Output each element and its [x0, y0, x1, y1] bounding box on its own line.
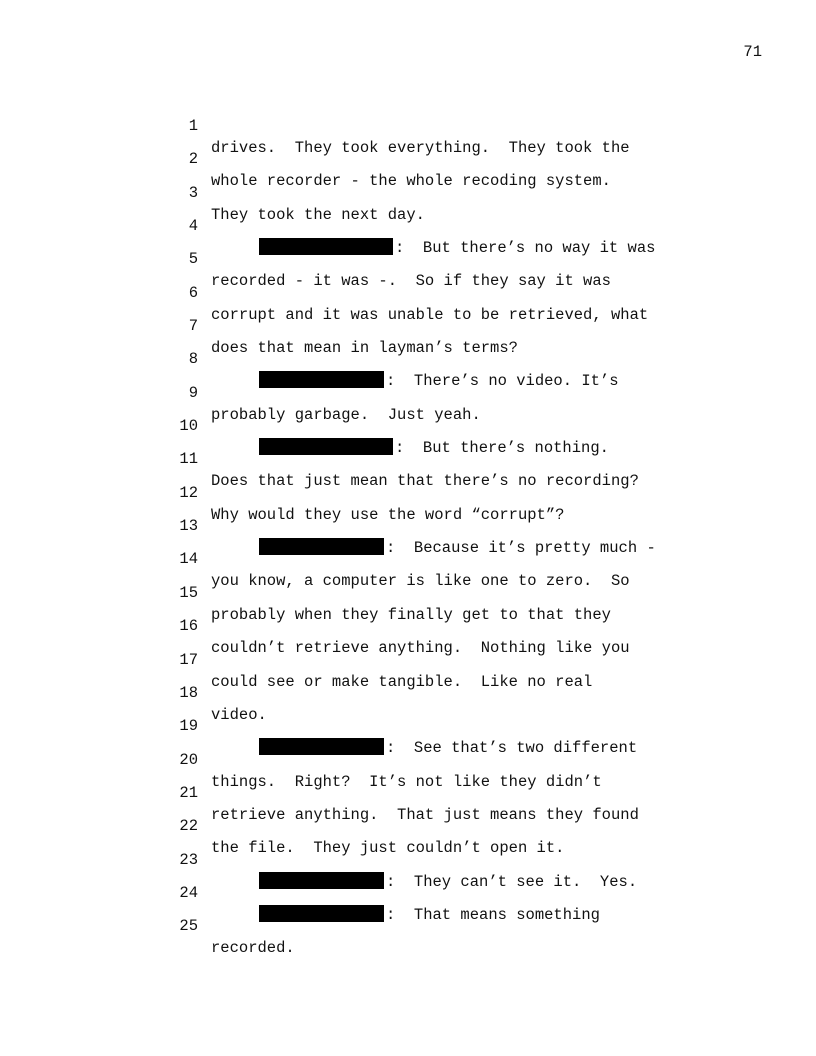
- transcript-line: [0, 660, 816, 724]
- page-number: 71: [743, 43, 762, 61]
- line-text: could see or make tangible. Like no real: [211, 672, 593, 691]
- line-number: 14: [179, 550, 198, 569]
- line-number: 15: [179, 583, 198, 602]
- line-text: : But there’s nothing.: [395, 439, 609, 458]
- transcript-line: [0, 560, 816, 624]
- line-number: 19: [179, 717, 198, 736]
- line-number: 23: [179, 850, 198, 869]
- line-number: 24: [179, 883, 198, 902]
- line-text: things. Right? It’s not like they didn’t: [211, 772, 602, 791]
- line-text: the file. They just couldn’t open it.: [211, 839, 565, 858]
- line-number: 8: [188, 350, 198, 369]
- transcript-line: [0, 893, 816, 958]
- transcript-line: [0, 360, 816, 424]
- line-number: 18: [179, 683, 198, 702]
- transcript-line: [0, 593, 816, 658]
- transcript-line: [0, 526, 816, 591]
- line-number: 7: [188, 317, 198, 336]
- line-number: 3: [188, 183, 198, 202]
- speaker-line: [0, 693, 816, 758]
- line-text: video.: [211, 705, 267, 724]
- transcript-line: [0, 760, 816, 824]
- line-text: : There’s no video. It’s: [386, 372, 619, 391]
- line-number: 1: [188, 117, 198, 135]
- transcript-line: [0, 293, 816, 358]
- speaker-line: [0, 493, 816, 558]
- line-number: 5: [188, 250, 198, 269]
- line-text: Does that just mean that there’s no recording?: [211, 472, 639, 491]
- transcript-line: [0, 627, 816, 691]
- line-number: 16: [179, 617, 198, 636]
- speaker-line: [0, 860, 816, 924]
- transcript-line: [0, 793, 816, 858]
- transcript-line: [0, 126, 816, 191]
- line-number: 12: [179, 483, 198, 502]
- line-text: probably garbage. Just yeah.: [211, 405, 481, 424]
- transcript-line: [0, 160, 816, 224]
- speaker-line: [0, 326, 816, 391]
- line-text: : Because it’s pretty much -: [386, 539, 656, 558]
- line-number: 21: [179, 783, 198, 802]
- line-number: 11: [179, 450, 198, 469]
- line-number: 9: [188, 383, 198, 402]
- speaker-line: [0, 827, 816, 891]
- line-text: retrieve anything. That just means they found: [211, 805, 639, 824]
- line-number: 17: [179, 650, 198, 669]
- line-number: 13: [179, 517, 198, 536]
- line-number: 2: [188, 150, 198, 169]
- line-number: 22: [179, 817, 198, 836]
- transcript-line: [0, 460, 816, 524]
- line-number: 6: [188, 283, 198, 302]
- line-text: whole recorder - the whole recoding system.: [211, 172, 611, 191]
- line-text: : See that’s two different: [386, 739, 638, 758]
- line-text: : But there’s no way it was: [395, 239, 656, 258]
- line-text: They took the next day.: [211, 205, 425, 224]
- line-text: recorded - it was -. So if they say it was: [211, 272, 611, 291]
- line-text: Why would they use the word “corrupt”?: [211, 505, 565, 524]
- line-text: you know, a computer is like one to zero. So: [211, 572, 630, 591]
- line-text: recorded.: [211, 939, 295, 958]
- line-text: : They can’t see it. Yes.: [386, 872, 638, 891]
- line-text: : That means something: [386, 905, 600, 924]
- line-text: couldn’t retrieve anything. Nothing like you: [211, 639, 630, 658]
- transcript-line: [0, 426, 816, 491]
- line-number: 20: [179, 750, 198, 769]
- line-number: 4: [188, 217, 198, 236]
- line-text: probably when they finally get to that they: [211, 605, 611, 624]
- transcript-line: [0, 727, 816, 791]
- line-text: corrupt and it was unable to be retrieved, what: [211, 305, 649, 324]
- line-number: 10: [179, 417, 198, 436]
- transcript-line: [0, 260, 816, 324]
- speaker-line: [0, 393, 816, 458]
- line-text: does that mean in layman’s terms?: [211, 339, 518, 358]
- transcript-body: [0, 93, 816, 958]
- speaker-line: [0, 193, 816, 258]
- line-number: 25: [179, 917, 198, 936]
- transcript-line: [0, 93, 816, 157]
- line-text: drives. They took everything. They took the: [211, 139, 630, 157]
- transcript-line: [0, 226, 816, 291]
